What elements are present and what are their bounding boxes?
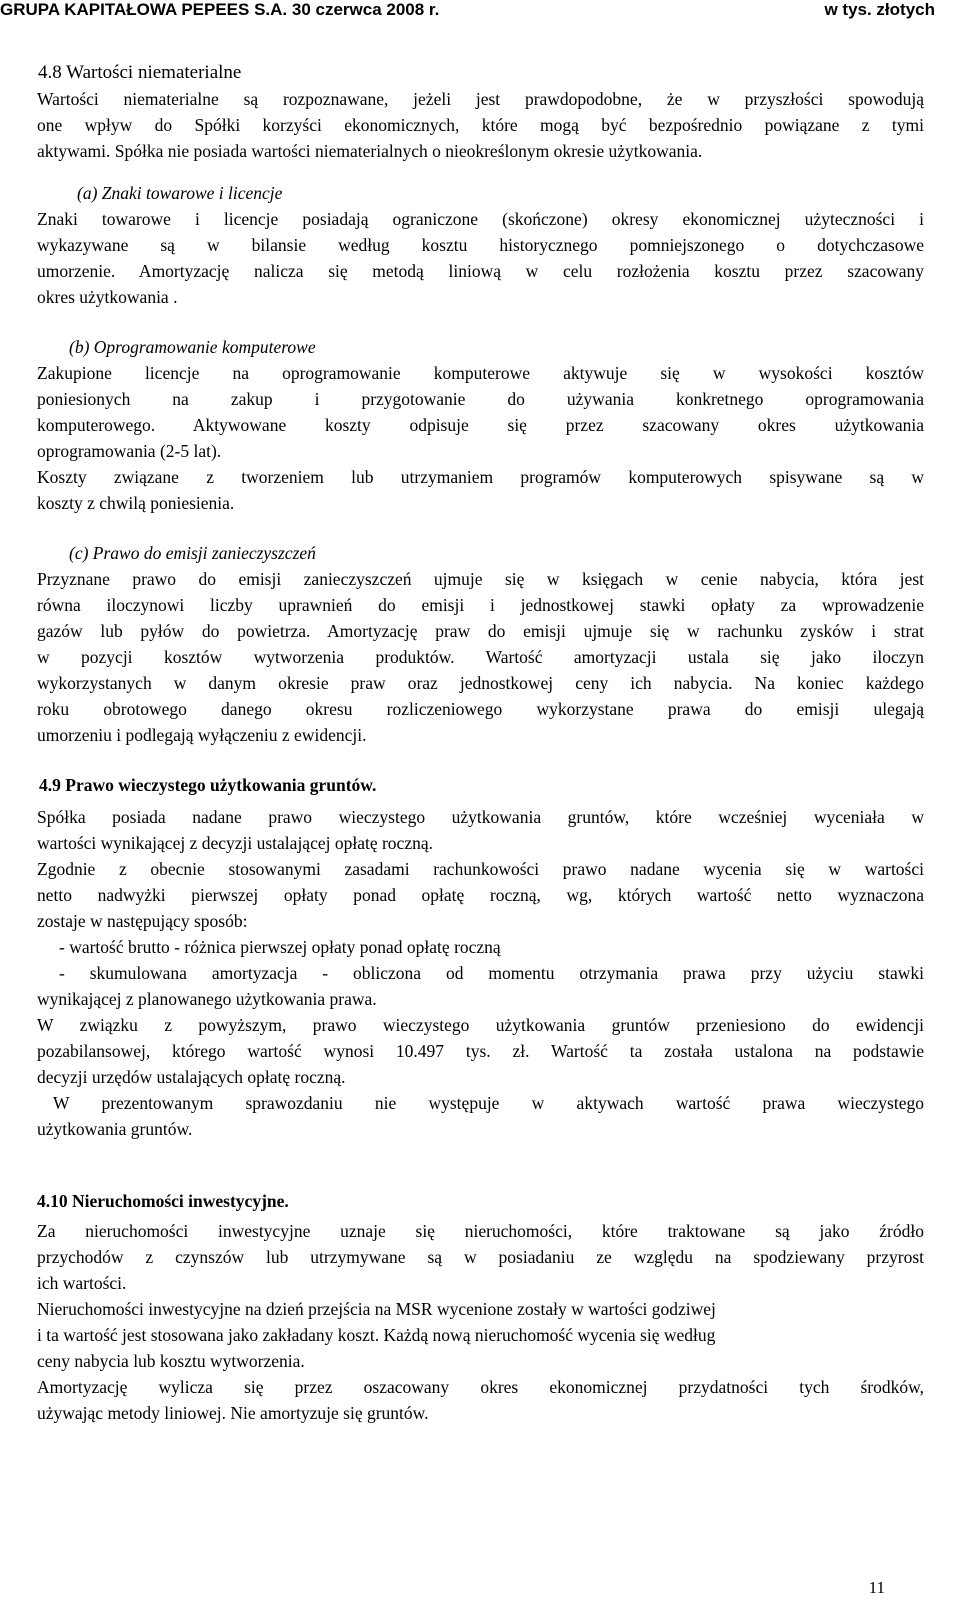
paragraph-line: roku obrotowego danego okresu rozliczeniowego wykorzystane prawa do emisji ulegają xyxy=(37,699,924,719)
paragraph-line: decyzji urzędów ustalających opłatę roczną. xyxy=(37,1067,346,1087)
subheading-c: (c) Prawo do emisji zanieczyszczeń xyxy=(69,543,316,563)
heading-4-9: 4.9 Prawo wieczystego użytkowania gruntów. xyxy=(39,775,377,795)
list-item: - wartość brutto - różnica pierwszej opłaty ponad opłatę roczną xyxy=(59,937,501,957)
heading-4-10: 4.10 Nieruchomości inwestycyjne. xyxy=(37,1191,289,1211)
document-body xyxy=(37,60,924,1426)
paragraph-line: przychodów z czynszów lub utrzymywane są w posiadaniu ze względu na spodziewany przyrost xyxy=(37,1247,924,1267)
paragraph-line: i ta wartość jest stosowana jako zakładany koszt. Każdą nową nieruchomość wycenia się według xyxy=(37,1325,716,1345)
heading-4-8: 4.8 Wartości niematerialne xyxy=(38,62,242,83)
paragraph-line: Koszty związane z tworzeniem lub utrzymaniem programów komputerowych spisywane są w xyxy=(37,467,924,487)
paragraph-line: wykorzystanych w danym okresie praw oraz jednostkowej ceny ich nabycia. Na koniec każdego xyxy=(37,673,924,693)
paragraph-line: Wartości niematerialne są rozpoznawane, jeżeli jest prawdopodobne, że w przyszłości spowodują xyxy=(37,89,924,109)
paragraph-line: wykazywane są w bilansie według kosztu historycznego pomniejszonego o dotychczasowe xyxy=(37,235,924,255)
paragraph-line: aktywami. Spółka nie posiada wartości niematerialnych o nieokreślonym okresie użytkowania. xyxy=(37,141,703,161)
page-number: 11 xyxy=(868,1578,885,1597)
paragraph-line: wynikającej z planowanego użytkowania prawa. xyxy=(37,989,377,1009)
paragraph-line: umorzeniu i podlegają wyłączeniu z ewidencji. xyxy=(37,725,367,745)
paragraph-line: W związku z powyższym, prawo wieczystego użytkowania gruntów przeniesiono do ewidencji xyxy=(37,1015,924,1035)
paragraph-line: Amortyzację wylicza się przez oszacowany okres ekonomicznej przydatności tych środków, xyxy=(37,1377,924,1397)
paragraph-line: W prezentowanym sprawozdaniu nie występuje w aktywach wartość prawa wieczystego xyxy=(53,1093,924,1113)
paragraph-line: pozabilansowej, którego wartość wynosi 10.497 tys. zł. Wartość ta została ustalona na podstawie xyxy=(37,1041,924,1061)
paragraph-line: Spółka posiada nadane prawo wieczystego użytkowania gruntów, które wcześniej wyceniała w xyxy=(37,807,924,827)
header-unit: w tys. złotych xyxy=(824,0,935,19)
paragraph-line: one wpływ do Spółki korzyści ekonomicznych, które mogą być bezpośrednio powiązane z tymi xyxy=(37,115,924,135)
paragraph-line: Zakupione licencje na oprogramowanie komputerowe aktywuje się w wysokości kosztów xyxy=(37,363,924,383)
paragraph-line: ceny nabycia lub kosztu wytworzenia. xyxy=(37,1351,305,1371)
page-header xyxy=(0,0,960,26)
subheading-b: (b) Oprogramowanie komputerowe xyxy=(69,337,316,357)
paragraph-line: Znaki towarowe i licencje posiadają ograniczone (skończone) okresy ekonomicznej użyteczności i xyxy=(37,209,924,229)
paragraph-line: równa iloczynowi liczby uprawnień do emisji i jednostkowej stawki opłaty za wprowadzenie xyxy=(37,595,924,615)
paragraph-line: zostaje w następujący sposób: xyxy=(37,911,248,931)
paragraph-line: ich wartości. xyxy=(37,1273,127,1293)
paragraph-line: komputerowego. Aktywowane koszty odpisuje się przez szacowany okres użytkowania xyxy=(37,415,924,435)
paragraph-line: netto nadwyżki pierwszej opłaty ponad opłatę roczną, wg, których wartość netto wyznaczona xyxy=(37,885,924,905)
paragraph-line: oprogramowania (2-5 lat). xyxy=(37,441,222,461)
paragraph-line: wartości wynikającej z decyzji ustalającej opłatę roczną. xyxy=(37,833,433,853)
list-item: - skumulowana amortyzacja - obliczona od momentu otrzymania prawa przy użyciu stawki xyxy=(59,963,924,983)
paragraph-line: okres użytkowania . xyxy=(37,287,178,307)
paragraph-line: Nieruchomości inwestycyjne na dzień przejścia na MSR wycenione zostały w wartości godziwej xyxy=(37,1299,716,1319)
paragraph-line: Przyznane prawo do emisji zanieczyszczeń ujmuje się w księgach w cenie nabycia, która jest xyxy=(37,569,924,589)
paragraph-line: Zgodnie z obecnie stosowanymi zasadami rachunkowości prawo nadane wycenia się w wartości xyxy=(37,859,924,879)
subheading-a: (a) Znaki towarowe i licencje xyxy=(77,183,283,203)
paragraph-line: użytkowania gruntów. xyxy=(37,1119,193,1139)
paragraph-line: w pozycji kosztów wytworzenia produktów. Wartość amortyzacji ustala się jako iloczyn xyxy=(37,647,924,667)
paragraph-line: koszty z chwilą poniesienia. xyxy=(37,493,235,513)
paragraph-line: używając metody liniowej. Nie amortyzuje się gruntów. xyxy=(37,1403,429,1423)
paragraph-line: Za nieruchomości inwestycyjne uznaje się nieruchomości, które traktowane są jako źródło xyxy=(37,1221,924,1241)
paragraph-line: poniesionych na zakup i przygotowanie do używania konkretnego oprogramowania xyxy=(37,389,924,409)
paragraph-line: umorzenie. Amortyzację nalicza się metodą liniową w celu rozłożenia kosztu przez szacowany xyxy=(37,261,924,281)
paragraph-line: gazów lub pyłów do powietrza. Amortyzację praw do emisji ujmuje się w rachunku zysków i strat xyxy=(37,621,924,641)
header-company: GRUPA KAPITAŁOWA PEPEES S.A. 30 czerwca 2008 r. xyxy=(0,0,440,19)
